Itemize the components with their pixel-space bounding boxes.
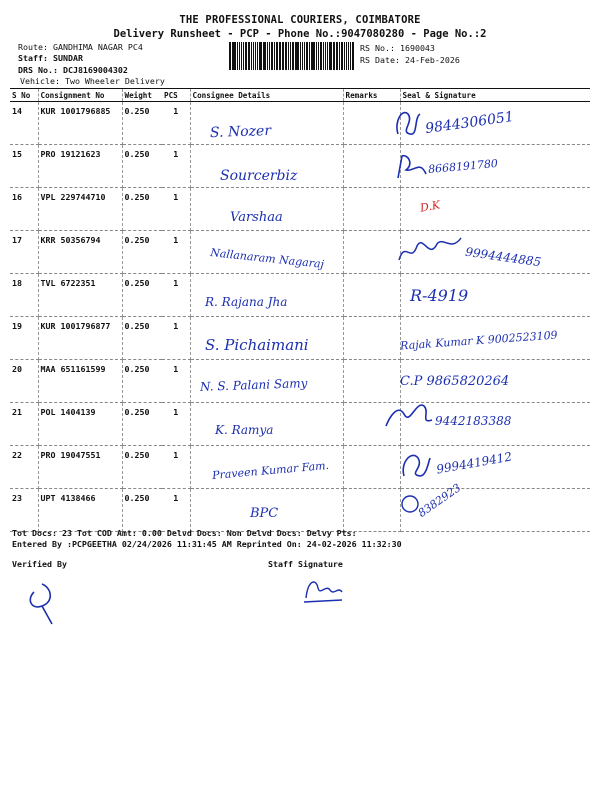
barcode-bar [269,42,270,70]
barcode-bar [243,42,244,70]
barcode-bar [237,42,238,70]
rs-date: RS Date: 24-Feb-2026 [360,55,460,65]
staff-signature [298,570,348,606]
row-weight: 0.250 [122,489,162,532]
handwritten-seal: 8668191780 [427,156,499,177]
barcode-bar [300,42,302,70]
col-seal: Seal & Signature [400,89,590,102]
handwritten-consignee: Praveen Kumar Fam. [211,458,330,483]
signature-scribble [396,490,426,520]
barcode-bar [241,42,243,70]
row-remarks [343,274,400,317]
row-consignment: VPL 229744710 [38,188,122,231]
barcode-bar [282,42,284,70]
row-weight: 0.250 [122,317,162,360]
barcode-bar [302,42,303,70]
row-weight: 0.250 [122,446,162,489]
row-weight: 0.250 [122,145,162,188]
barcode-bar [295,42,296,70]
handwritten-seal: C.P 9865820264 [400,374,510,389]
barcode-bar [311,42,312,70]
barcode-bar [312,42,314,70]
barcode-bar [341,42,343,70]
row-pcs: 1 [162,489,190,532]
barcode-bar [348,42,350,70]
table-row [10,489,590,532]
handwritten-seal: 9442183388 [435,414,512,428]
barcode-bar [320,42,322,70]
row-weight: 0.250 [122,102,162,145]
signature-scribble [380,396,435,432]
row-consignment: MAA 651161599 [38,360,122,403]
barcode-bar [309,42,310,70]
row-pcs: 1 [162,231,190,274]
barcode-bar [352,42,354,70]
handwritten-consignee: Sourcerbiz [220,168,298,184]
barcode-bar [253,42,254,70]
row-sno: 22 [10,446,38,489]
signature-scribble [395,230,465,270]
table-header-row [10,89,590,102]
barcode-bar [304,42,305,70]
totals-line: Tot Docs: 23 Tot COD Amt: 0.00 Delvd Docs: Non Delvd Docs: Delvy Pts: [12,528,357,538]
col-remarks: Remarks [343,89,400,102]
barcode-bar [327,42,329,70]
row-pcs: 1 [162,403,190,446]
barcode-bar [248,42,250,70]
col-sno: S No [10,89,38,102]
barcode-bar [229,42,231,70]
staff-signature-label: Staff Signature [268,559,343,569]
handwritten-consignee: BPC [250,506,279,521]
row-remarks [343,317,400,360]
drs-number: DRS No.: DCJ8169004302 [18,65,128,75]
row-sno: 16 [10,188,38,231]
barcode-bar [316,42,318,70]
staff-label: Staff: SUNDAR [18,53,83,63]
row-sno: 19 [10,317,38,360]
row-weight: 0.250 [122,188,162,231]
table-row [10,188,590,231]
row-pcs: 1 [162,145,190,188]
barcode-bar [259,42,261,70]
row-consignment: PRO 19047551 [38,446,122,489]
runsheet-title: Delivery Runsheet - PCP - Phone No.:9047080280 - Page No.:2 [113,28,487,40]
barcode [229,42,355,70]
handwritten-consignee: K. Ramya [215,423,274,437]
handwritten-consignee: Varshaa [230,210,283,225]
row-weight: 0.250 [122,403,162,446]
row-remarks [343,231,400,274]
barcode-bar [339,42,340,70]
table-row [10,274,590,317]
barcode-bar [323,42,324,70]
handwritten-consignee: R. Rajana Jha [205,295,288,309]
handwritten-seal: 8382923 [415,481,464,520]
company-title: THE PROFESSIONAL COURIERS, COIMBATORE [179,14,421,26]
row-weight: 0.250 [122,274,162,317]
barcode-bar [346,42,347,70]
row-consignment: UPT 4138466 [38,489,122,532]
handwritten-seal: 9994419412 [435,449,513,477]
route-label: Route: GANDHIMA NAGAR PC4 [18,42,143,52]
handwritten-seal: D.K [419,198,442,215]
row-sno: 14 [10,102,38,145]
barcode-bar [292,42,294,70]
handwritten-consignee: S. Nozer [209,122,272,142]
row-consignment: KUR 1001796877 [38,317,122,360]
barcode-bar [306,42,308,70]
barcode-bar [325,42,326,70]
barcode-bar [334,42,335,70]
row-sno: 23 [10,489,38,532]
handwritten-consignee: S. Pichaimani [205,336,309,354]
row-remarks [343,446,400,489]
barcode-bar [336,42,338,70]
table-row [10,145,590,188]
barcode-bar [296,42,298,70]
row-pcs: 1 [162,274,190,317]
col-pcs: PCS [162,89,190,102]
row-sno: 15 [10,145,38,188]
rs-number: RS No.: 1690043 [360,43,435,53]
barcode-bar [251,42,252,70]
row-consignment: PRO 19121623 [38,145,122,188]
row-pcs: 1 [162,317,190,360]
barcode-bar [350,42,351,70]
row-sno: 21 [10,403,38,446]
row-consignment: POL 1404139 [38,403,122,446]
barcode-bar [232,42,233,70]
vehicle-label: Vehicle: Two Wheeler Delivery [20,76,165,86]
barcode-bar [264,42,266,70]
barcode-bar [285,42,287,70]
signature-scribble [390,104,430,144]
handwritten-seal: R-4919 [410,286,469,305]
row-remarks [343,188,400,231]
entered-by-line: Entered By :PCPGEETHA 02/24/2026 11:31:45 AM Reprinted On: 24-02-2026 11:32:30 [12,539,402,549]
handwritten-seal: Rajak Kumar K 9002523109 [399,328,558,353]
barcode-bar [257,42,259,70]
row-remarks [343,489,400,532]
handwritten-seal: 9844306051 [424,108,515,138]
row-weight: 0.250 [122,231,162,274]
handwritten-consignee: Nallanaram Nagaraj [209,246,325,271]
barcode-bar [288,42,289,70]
row-pcs: 1 [162,102,190,145]
handwritten-consignee: N. S. Palani Samy [199,376,308,394]
barcode-bar [255,42,256,70]
row-pcs: 1 [162,188,190,231]
barcode-bar [290,42,291,70]
row-consignment: KRR 50356794 [38,231,122,274]
signature-scribble [392,150,432,184]
row-pcs: 1 [162,360,190,403]
barcode-bar [276,42,278,70]
barcode-bar [239,42,240,70]
col-consignment: Consignment No [38,89,122,102]
barcode-bar [333,42,334,70]
barcode-bar [274,42,275,70]
row-sno: 18 [10,274,38,317]
barcode-bar [279,42,280,70]
verifier-signature [12,578,72,628]
barcode-bar [280,42,281,70]
barcode-bar [245,42,247,70]
row-pcs: 1 [162,446,190,489]
barcode-bar [344,42,345,70]
col-weight: Weight [122,89,162,102]
barcode-bar [263,42,264,70]
row-sno: 20 [10,360,38,403]
signature-scribble [396,446,434,482]
row-sno: 17 [10,231,38,274]
row-consignment: KUR 1001796885 [38,102,122,145]
barcode-bar [271,42,273,70]
barcode-bar [233,42,235,70]
row-weight: 0.250 [122,360,162,403]
barcode-bar [329,42,331,70]
row-consignment: TVL 6722351 [38,274,122,317]
barcode-bar [267,42,268,70]
barcode-bar [318,42,319,70]
col-consignee: Consignee Details [190,89,343,102]
handwritten-seal: 9994444885 [464,244,542,270]
verified-by-label: Verified By [12,559,67,569]
